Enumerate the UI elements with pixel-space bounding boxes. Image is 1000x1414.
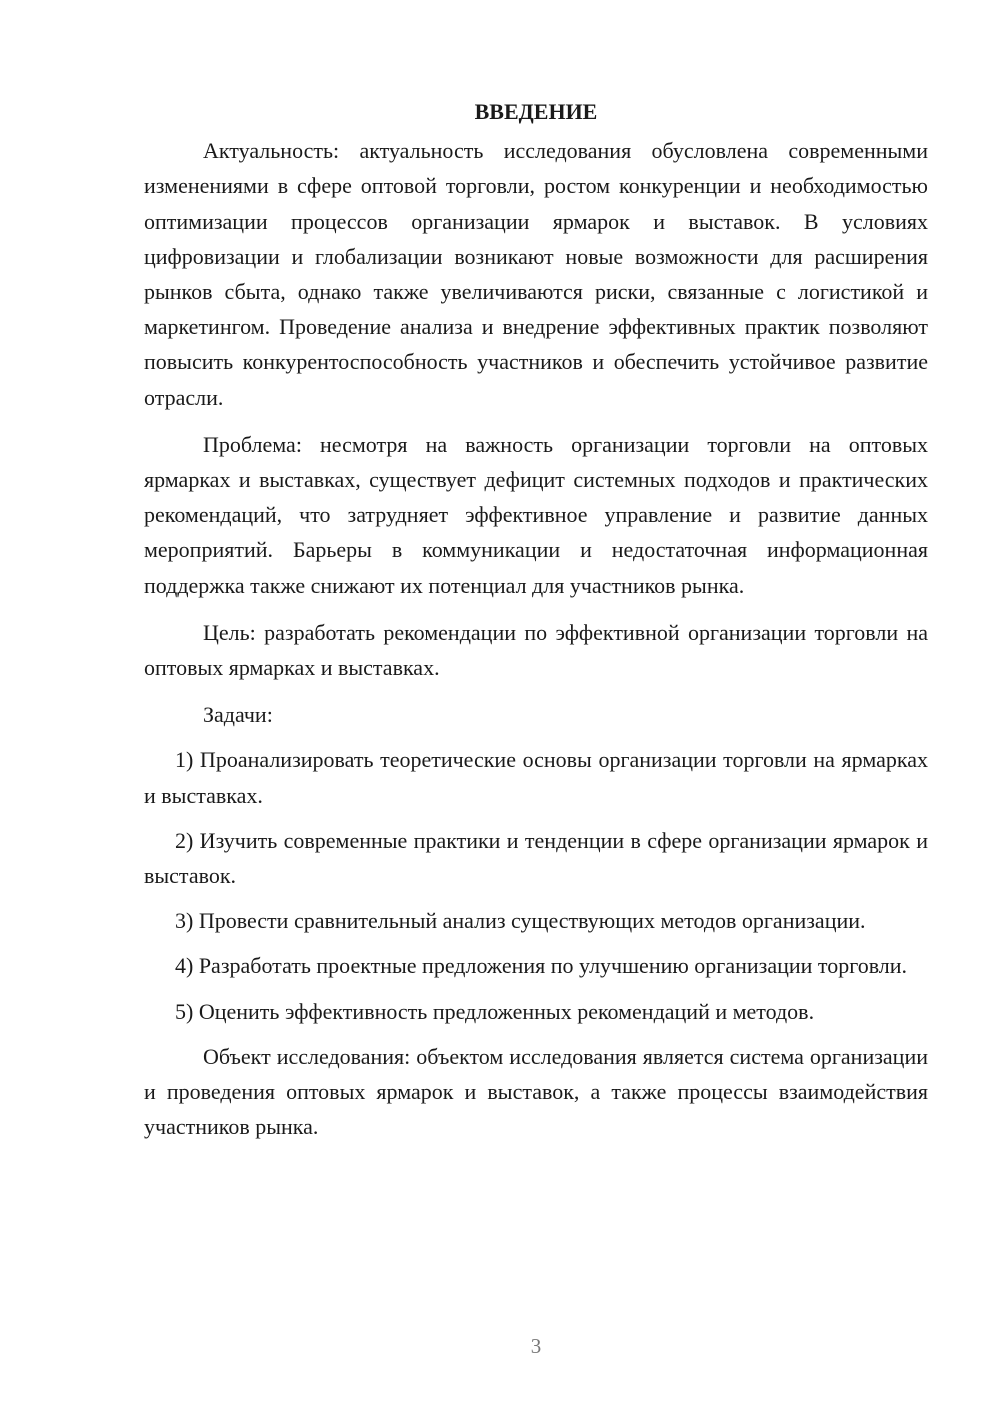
- paragraph-problem: Проблема: несмотря на важность организации торговли на оптовых ярмарках и выставках, существует дефицит системных подходов и практических рекомендаций, что затрудняет эффективное управление и развитие данных мероприятий. Барьеры в коммуникации и недостаточная информационная поддержка также снижают их потенциал для участников рынка.: [144, 431, 928, 598]
- task-item: 2) Изучить современные практики и тенденции в сфере организации ярмарок и выставок.: [144, 827, 928, 889]
- paragraph-goal: Цель: разработать рекомендации по эффективной организации торговли на оптовых ярмарках и выставках.: [144, 619, 928, 681]
- paragraph-relevance: Актуальность: актуальность исследования обусловлена современными изменениями в сфере оптовой торговли, ростом конкуренции и необходимостью оптимизации процессов организации ярмарок и выставок. В условиях цифровизации и глобализации возникают новые возможности для расширения рынков сбыта, однако также увеличиваются риски, связанные с логистикой и маркетингом. Проведение анализа и внедрение эффективных практик позволяют повысить конкурентоспособность участников и обеспечить устойчивое развитие отрасли.: [144, 138, 928, 410]
- document-page: [144, 94, 928, 1156]
- task-item: 5) Оценить эффективность предложенных рекомендаций и методов.: [175, 998, 815, 1024]
- page-title: ВВЕДЕНИЕ: [474, 99, 598, 124]
- page-number: 3: [530, 1334, 542, 1358]
- task-item: 4) Разработать проектные предложения по улучшению организации торговли.: [175, 953, 908, 979]
- paragraph-object: Объект исследования: объектом исследования является система организации и проведения оптовых ярмарок и выставок, а также процессы взаимодействия участников рынка.: [144, 1043, 928, 1140]
- tasks-label: Задачи:: [203, 702, 273, 728]
- task-item: 3) Провести сравнительный анализ существующих методов организации.: [175, 908, 866, 934]
- task-item: 1) Проанализировать теоретические основы организации торговли на ярмарках и выставках.: [144, 747, 928, 808]
